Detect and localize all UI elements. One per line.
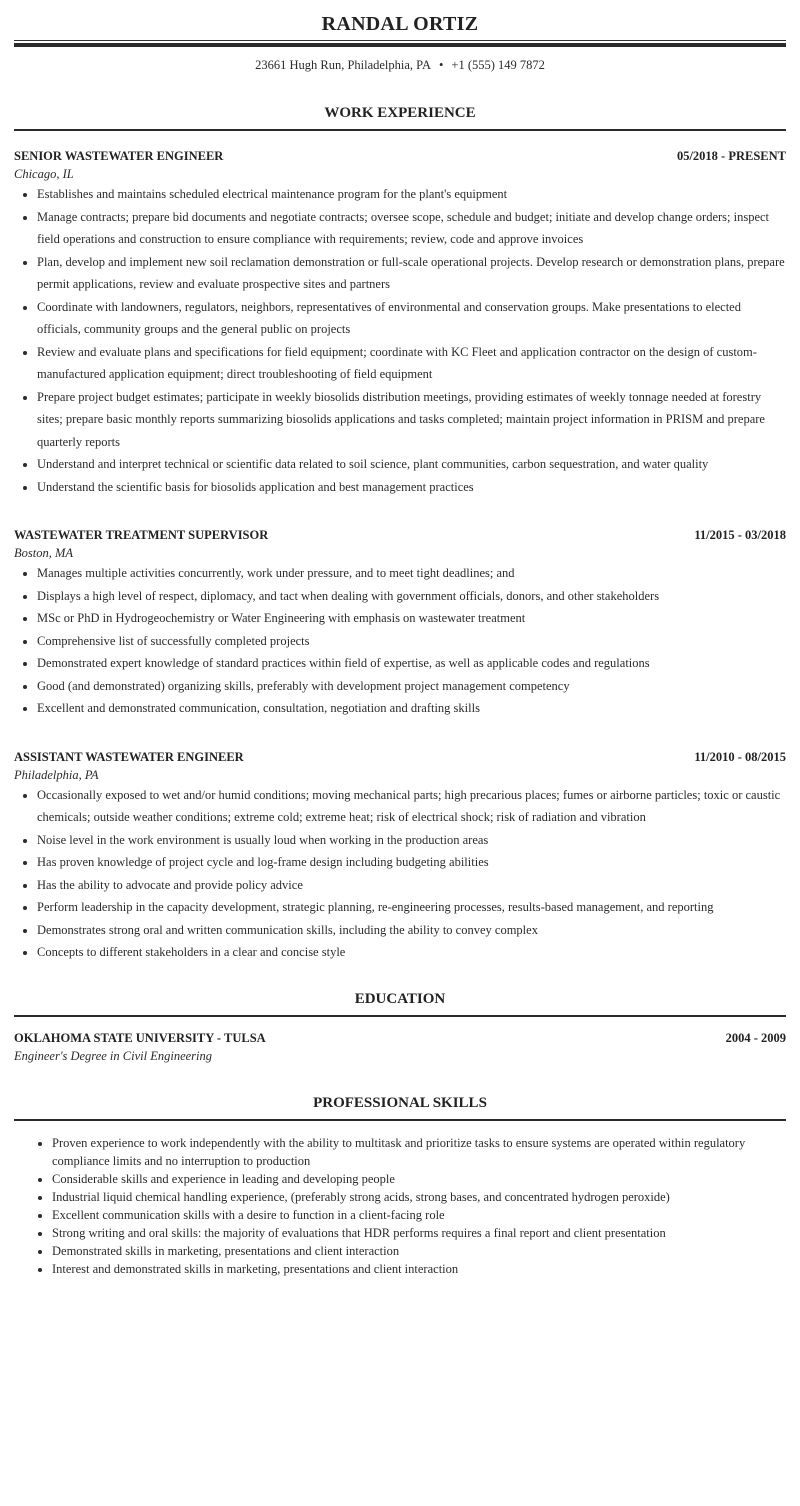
degree: Engineer's Degree in Civil Engineering (14, 1048, 212, 1063)
job-bullet: • Manage contracts; prepare bid documents and negotiate contracts; oversee scope, schedule and budget; initiate and develop change orders; inspect field operations and construction to ensure compliance with requirements; review, code and approve invoices (37, 206, 786, 251)
section-title-skills: PROFESSIONAL SKILLS (313, 1094, 487, 1111)
job-header (14, 748, 786, 766)
contact-line (14, 57, 786, 73)
education-header (14, 1029, 786, 1047)
address: 23661 Hugh Run, Philadelphia, PA (255, 58, 432, 72)
job-list (14, 147, 786, 964)
job-dates: 11/2015 - 03/2018 (694, 528, 786, 542)
school-name: OKLAHOMA STATE UNIVERSITY - TULSA (14, 1030, 266, 1045)
skill-item: • Excellent communication skills with a desire to function in a client-facing role (52, 1206, 786, 1224)
job-bullets (14, 562, 786, 720)
job-bullet: • Understand the scientific basis for biosolids application and best management practices (37, 476, 786, 499)
skill-item: • Interest and demonstrated skills in marketing, presentations and client interaction (52, 1260, 786, 1278)
job-bullet: • Prepare project budget estimates; participate in weekly biosolids distribution meetings, providing estimates of weekly tonnage needed at forestry sites; prepare basic monthly reports summarizing biosolids applications and tasks completed; maintain project information in PRISM and prepare quarterly reports (37, 386, 786, 454)
job-title: SENIOR WASTEWATER ENGINEER (14, 149, 224, 163)
job-bullet: • Noise level in the work environment is usually loud when working in the production areas (37, 829, 786, 852)
skill-item: • Considerable skills and experience in leading and developing people (52, 1170, 786, 1188)
separator: • (439, 58, 444, 72)
job-bullet: • Coordinate with landowners, regulators, neighbors, representatives of environmental and conservation groups. Make presentations to elected officials, community groups and the general public on projects (37, 296, 786, 341)
job-bullet: • MSc or PhD in Hydrogeochemistry or Water Engineering with emphasis on wastewater treatment (37, 607, 786, 630)
candidate-name: RANDAL ORTIZ (321, 13, 479, 35)
job-title: ASSISTANT WASTEWATER ENGINEER (14, 749, 244, 764)
skill-item: • Demonstrated skills in marketing, presentations and client interaction (52, 1242, 786, 1260)
job-bullet: • Understand and interpret technical or scientific data related to soil science, plant communities, carbon sequestration, and water quality (37, 453, 786, 476)
job-entry (14, 526, 786, 720)
section-title-education: EDUCATION (354, 990, 446, 1007)
education-dates: 2004 - 2009 (725, 1030, 786, 1045)
job-location: Chicago, IL (14, 167, 74, 181)
section-rule (14, 129, 786, 131)
job-bullet: • Concepts to different stakeholders in a clear and concise style (37, 941, 786, 964)
job-bullet: • Excellent and demonstrated communication, consultation, negotiation and drafting skills (37, 697, 786, 720)
header-rule-thick (14, 43, 786, 47)
skill-item: • Proven experience to work independently with the ability to multitask and prioritize tasks to ensure systems are operated within regulatory compliance limits and no interruption to production (52, 1134, 786, 1170)
job-bullet: • Demonstrated expert knowledge of standard practices within field of expertise, as well as applicable codes and regulations (37, 652, 786, 675)
job-bullet: • Plan, develop and implement new soil reclamation demonstration or full-scale operational projects. Develop research or demonstration plans, prepare permit applications, review and evaluate prospective sites and partners (37, 251, 786, 296)
skill-item: • Strong writing and oral skills: the majority of evaluations that HDR performs requires a final report and client presentation (52, 1224, 786, 1242)
job-entry (14, 748, 786, 964)
job-bullet: • Has the ability to advocate and provide policy advice (37, 874, 786, 897)
job-dates: 05/2018 - PRESENT (676, 149, 786, 163)
job-entry (14, 147, 786, 498)
job-dates: 11/2010 - 08/2015 (694, 749, 786, 764)
job-bullet: • Perform leadership in the capacity development, strategic planning, re-engineering processes, results-based management, and reporting (37, 896, 786, 919)
job-bullet: • Displays a high level of respect, diplomacy, and tact when dealing with government officials, donors, and other stakeholders (37, 585, 786, 608)
resume (14, 0, 786, 1278)
job-bullets (14, 183, 786, 498)
skills-list (14, 1134, 786, 1278)
job-location: Boston, MA (14, 546, 74, 560)
job-bullet: • Review and evaluate plans and specifications for field equipment; coordinate with KC Fleet and application contractor on the design of custom-manufactured application equipment; direct troubleshooting of field equipment (37, 341, 786, 386)
job-bullet: • Comprehensive list of successfully completed projects (37, 630, 786, 653)
job-bullet: • Has proven knowledge of project cycle and log-frame design including budgeting abilities (37, 851, 786, 874)
section-title-work-experience: WORK EXPERIENCE (324, 105, 476, 121)
job-header (14, 147, 786, 165)
job-header (14, 526, 786, 544)
job-bullet: • Establishes and maintains scheduled electrical maintenance program for the plant's equipment (37, 183, 786, 206)
job-bullet: • Manages multiple activities concurrently, work under pressure, and to meet tight deadlines; and (37, 562, 786, 585)
skill-item: • Industrial liquid chemical handling experience, (preferably strong acids, strong bases, and concentrated hydrogen peroxide) (52, 1188, 786, 1206)
job-bullets (14, 784, 786, 964)
job-location: Philadelphia, PA (14, 767, 99, 782)
phone: +1 (555) 149 7872 (451, 58, 545, 72)
job-bullet: • Occasionally exposed to wet and/or humid conditions; moving mechanical parts; high precarious places; fumes or airborne particles; toxic or caustic chemicals; outside weather conditions; extreme cold; extreme heat; risk of electrical shock; risk of radiation and vibration (37, 784, 786, 829)
job-title: WASTEWATER TREATMENT SUPERVISOR (14, 528, 269, 542)
header-rule-thin (14, 40, 786, 41)
job-bullet: • Good (and demonstrated) organizing skills, preferably with development project management competency (37, 675, 786, 698)
job-bullet: • Demonstrates strong oral and written communication skills, including the ability to convey complex (37, 919, 786, 942)
